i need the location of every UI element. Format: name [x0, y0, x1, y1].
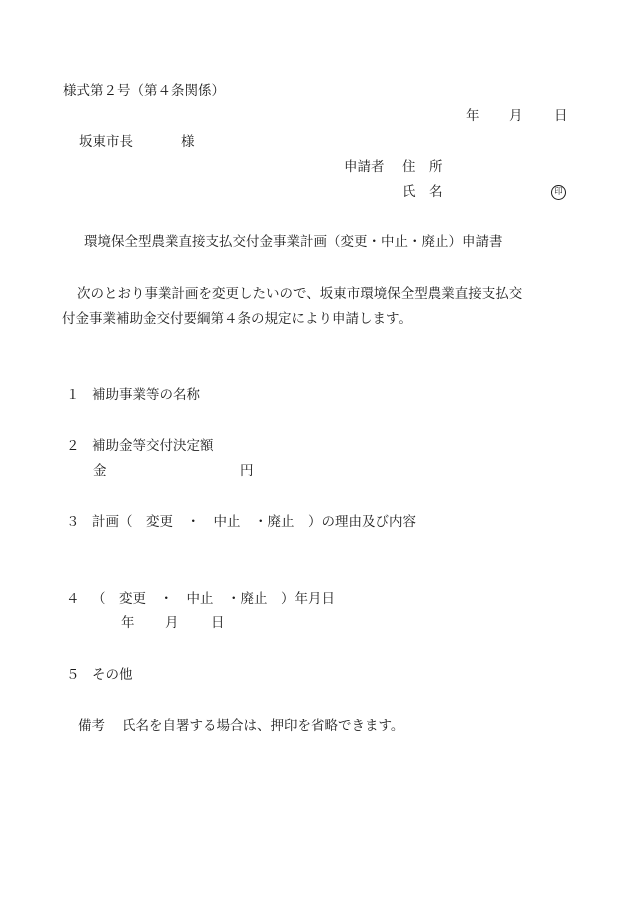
- item-4-year-label: 年: [121, 615, 135, 631]
- applicant-label: 申請者: [344, 159, 385, 175]
- date-month-label: 月: [509, 108, 523, 124]
- note-text: 氏名を自署する場合は、押印を省略できます。: [122, 718, 405, 734]
- addressee-mayor: 坂東市長: [79, 134, 133, 150]
- item-3-label: 計画（ 変更 ・ 中止 ・廃止 ）の理由及び内容: [92, 514, 416, 530]
- form-number: 様式第２号（第４条関係）: [63, 83, 225, 99]
- item-1-number: １: [66, 387, 80, 403]
- applicant-name-label: 氏 名: [402, 184, 443, 200]
- note-label: 備考: [78, 718, 105, 734]
- item-4-label: （ 変更 ・ 中止 ・廃止 ）年月日: [92, 591, 335, 607]
- date-year-label: 年: [466, 108, 480, 124]
- item-5-label: その他: [92, 667, 133, 683]
- item-2-amount-unit: 円: [240, 463, 254, 479]
- date-day-label: 日: [554, 108, 568, 124]
- body-text-line-1: 次のとおり事業計画を変更したいので、坂東市環境保全型農業直接支払交: [77, 286, 523, 302]
- item-2-label: 補助金等交付決定額: [92, 438, 214, 454]
- item-1-label: 補助事業等の名称: [92, 387, 200, 403]
- item-2-number: ２: [66, 438, 80, 454]
- item-4-day-label: 日: [211, 615, 225, 631]
- item-4-number: ４: [66, 591, 80, 607]
- addressee-honorific: 様: [181, 134, 195, 150]
- item-2-amount-prefix: 金: [93, 463, 107, 479]
- document-title: 環境保全型農業直接支払交付金事業計画（変更・中止・廃止）申請書: [84, 234, 503, 250]
- item-3-number: ３: [66, 514, 80, 530]
- item-4-month-label: 月: [165, 615, 179, 631]
- body-text-line-2: 付金事業補助金交付要綱第４条の規定により申請します。: [62, 311, 412, 327]
- item-5-number: ５: [66, 667, 80, 683]
- applicant-address-label: 住 所: [402, 159, 443, 175]
- seal-mark: 印: [551, 185, 566, 200]
